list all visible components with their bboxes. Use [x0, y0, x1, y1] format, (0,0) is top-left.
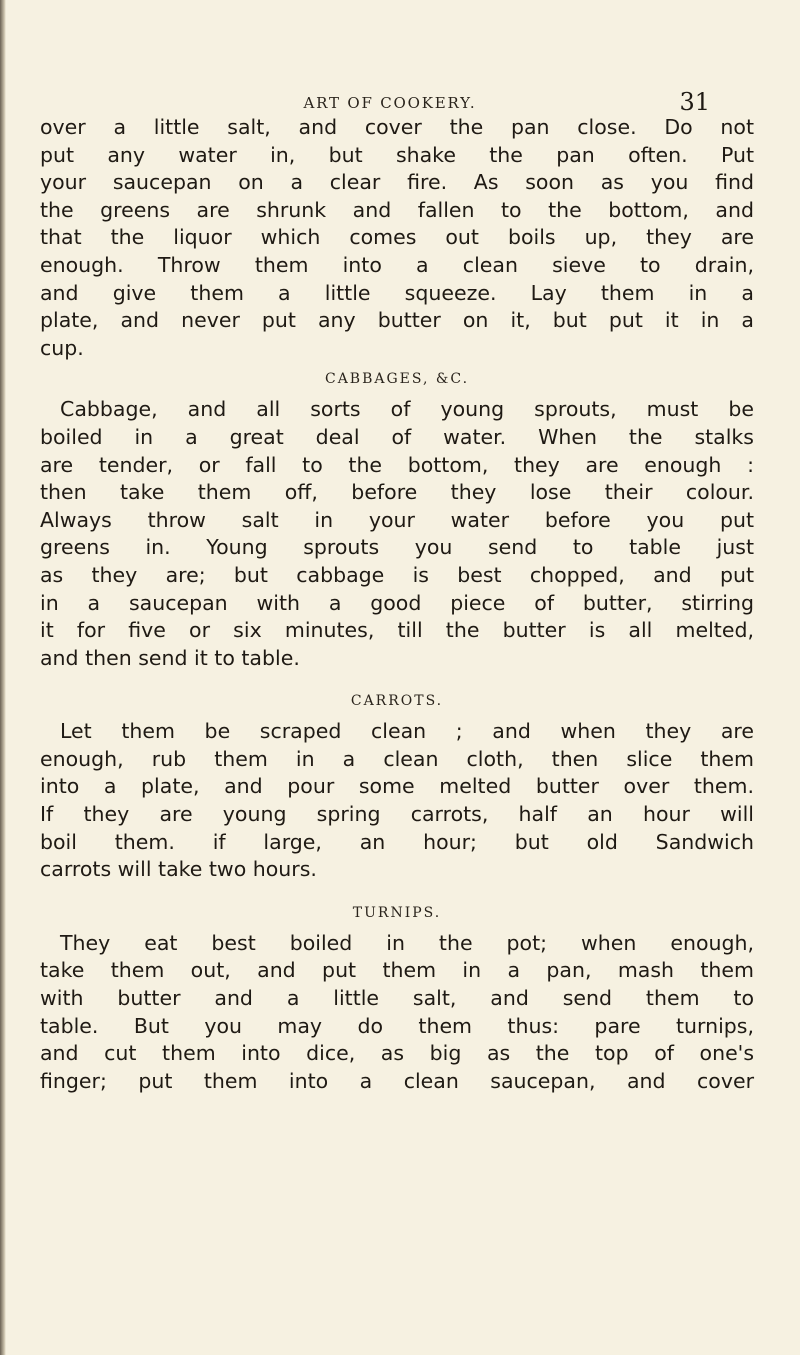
text-line: put any water in, but shake the pan often. Put	[40, 142, 754, 167]
text-line: enough. Throw them into a clean sieve to drain,	[40, 252, 754, 277]
section-heading-cabbages: CABBAGES, &C.	[324, 371, 470, 388]
text-line: plate, and never put any butter on it, but put it in a	[40, 308, 754, 333]
section-carrots	[40, 684, 754, 884]
text-line: over a little salt, and cover the pan close. Do not	[40, 115, 754, 139]
text-line: Always throw salt in your water before you put	[40, 507, 754, 532]
text-line: boil them. if large, an hour; but old Sandwich	[40, 829, 754, 854]
page-body	[40, 114, 754, 1095]
running-head: ART OF COOKERY.	[303, 94, 477, 112]
text-line: cup.	[40, 335, 84, 360]
text-line: your saucepan on a clear fire. As soon as you find	[40, 170, 754, 195]
text-line: enough, rub them in a clean cloth, then slice them	[40, 746, 754, 771]
text-line: and give them a little squeeze. Lay them in a	[40, 280, 754, 305]
text-line: it for five or six minutes, till the butter is all melted,	[40, 618, 754, 643]
text-line: are tender, or fall to the bottom, they are enough :	[40, 452, 754, 477]
text-line: and then send it to table.	[40, 645, 300, 670]
text-line: finger; put them into a clean saucepan, and cover	[40, 1068, 754, 1093]
text-line: take them out, and put them in a pan, mash them	[40, 958, 754, 983]
text-line: boiled in a great deal of water. When the stalks	[40, 424, 754, 449]
text-line: They eat best boiled in the pot; when enough,	[60, 930, 754, 955]
section-heading-turnips: TURNIPS.	[352, 904, 442, 921]
text-line: that the liquor which comes out boils up, they are	[40, 225, 754, 250]
page-edge-shadow	[0, 0, 6, 1355]
section-heading-carrots: CARROTS.	[350, 693, 444, 710]
section-gap	[40, 672, 754, 684]
text-line: Let them be scraped clean ; and when they are	[60, 719, 754, 744]
section-gap	[40, 884, 754, 896]
text-line: greens in. Young sprouts you send to table just	[40, 535, 754, 560]
text-line: into a plate, and pour some melted butter over them.	[40, 774, 754, 799]
text-line: table. But you may do them thus: pare turnips,	[40, 1013, 754, 1038]
text-line: carrots will take two hours.	[40, 857, 317, 882]
section-cabbages	[40, 362, 754, 672]
text-line: then take them off, before they lose their colour.	[40, 480, 754, 505]
text-line: the greens are shrunk and fallen to the bottom, and	[40, 197, 754, 222]
text-line: Cabbage, and all sorts of young sprouts, must be	[60, 397, 754, 422]
section-turnips	[40, 896, 754, 1096]
text-line: If they are young spring carrots, half an hour will	[40, 802, 754, 827]
page-number: 31	[679, 88, 710, 116]
section-intro	[40, 114, 754, 362]
text-line: in a saucepan with a good piece of butter, stirring	[40, 590, 754, 615]
text-line: with butter and a little salt, and send them to	[40, 986, 754, 1011]
text-line: and cut them into dice, as big as the top of one's	[40, 1041, 754, 1066]
text-line: as they are; but cabbage is best chopped, and put	[40, 562, 754, 587]
